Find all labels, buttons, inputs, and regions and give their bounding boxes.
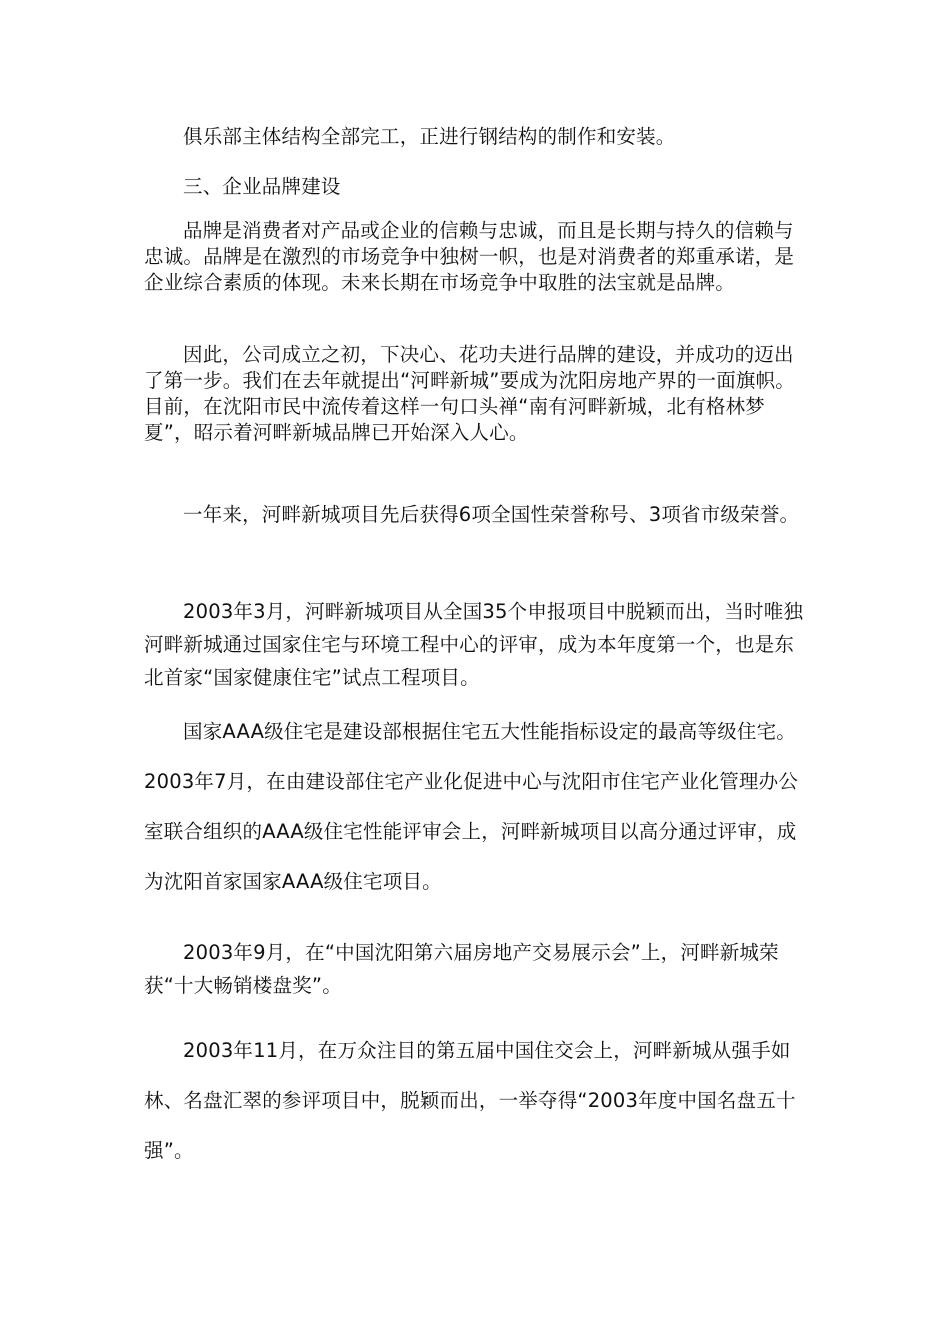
paragraph-company-brand: 因此，公司成立之初，下决心、花功夫进行品牌的建设，并成功的迈出了第一步。我们在去年就提出“河畔新城”要成为沈阳房地产界的一面旗帜。目前，在沈阳市民中流传着这样一句口头禅“南有河畔新城，北有格林梦夏”，昭示着河畔新城品牌已开始深入人心。 bbox=[144, 343, 796, 444]
paragraph-healthy-housing: 2003年3月，河畔新城项目从全国35个申报项目中脱颖而出，当时唯独河畔新城通过国家住宅与环境工程中心的评审，成为本年度第一个，也是东北首家“国家健康住宅”试点工程项目。 bbox=[144, 600, 804, 689]
paragraph-clubhouse-progress: 俱乐部主体结构全部完工，正进行钢结构的制作和安装。 bbox=[183, 125, 676, 148]
paragraph-top50-award: 2003年11月，在万众注目的第五届中国住交会上，河畔新城从强手如林、名盘汇翠的参评项目中，脱颖而出，一举夺得“2003年度中国名盘五十强”。 bbox=[144, 1039, 796, 1162]
section-heading-brand-building: 三、企业品牌建设 bbox=[183, 175, 341, 198]
paragraph-aaa-housing: 国家AAA级住宅是建设部根据住宅五大性能指标设定的最高等级住宅。2003年7月，在由建设部住宅产业化促进中心与沈阳市住宅产业化管理办公室联合组织的AAA级住宅性能评审会上，河畔新城项目以高分通过评审，成为沈阳首家国家AAA级住宅项目。 bbox=[144, 720, 799, 893]
paragraph-honors-summary: 一年来，河畔新城项目先后获得6项全国性荣誉称号、3项省市级荣誉。 bbox=[183, 503, 800, 526]
paragraph-bestseller-award: 2003年9月，在“中国沈阳第六届房地产交易展示会”上，河畔新城荣获“十大畅销楼盘奖”。 bbox=[144, 941, 779, 997]
paragraph-brand-definition: 品牌是消费者对产品或企业的信赖与忠诚，而且是长期与持久的信赖与忠诚。品牌是在激烈的市场竞争中独树一帜，也是对消费者的郑重承诺，是企业综合素质的体现。未来长期在市场竞争中取胜的法宝就是品牌。 bbox=[144, 219, 795, 294]
